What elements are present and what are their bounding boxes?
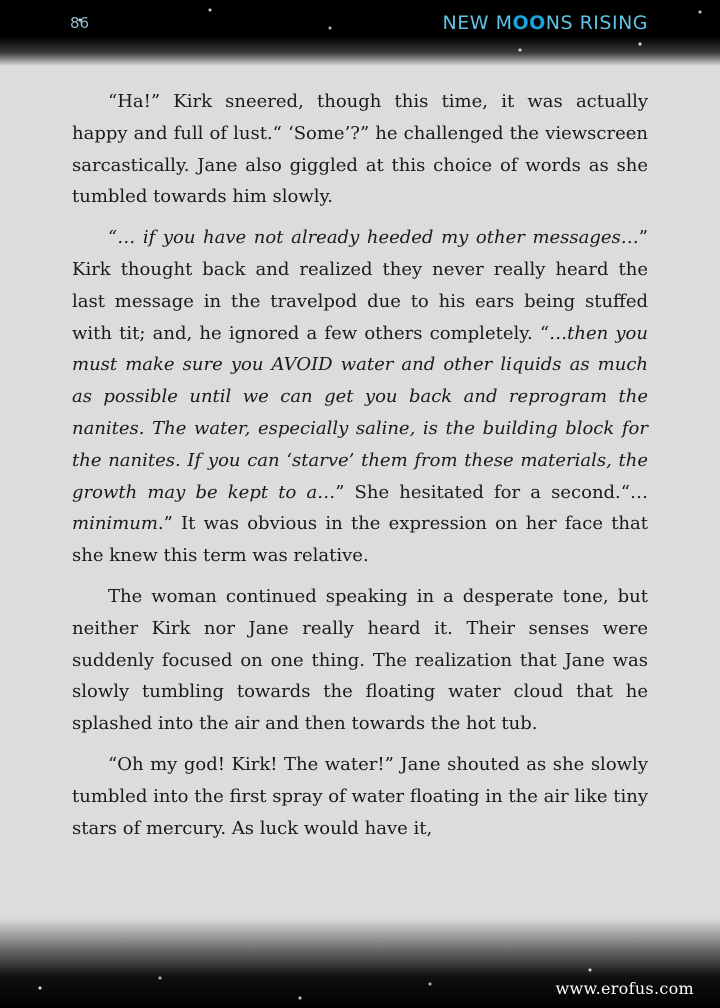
text-run-italic: “… if you have not already heeded my other messages… [108, 227, 639, 249]
text-run-italic: …minimum [72, 481, 648, 535]
text-run: The woman continued speaking in a desperate tone, but neither Kirk nor Jane really heard it. Their senses were suddenly focused on one thing. The realization that Jane was slowly tumbling towards the floating water cloud that he splashed into the air and then towards the hot tub. [72, 585, 648, 735]
page-header [0, 0, 720, 66]
running-title [443, 12, 648, 34]
text-run: “Ha!” Kirk sneered, though this time, it was actually happy and full of lust.“ ‘Some’?” he challenged the viewscreen sarcastically. Jane also giggled at this choice of words as she tumbled towards him slowly. [72, 91, 648, 208]
page-number: 86 [70, 14, 90, 32]
running-title-part: NEW M [442, 12, 513, 34]
paragraph [72, 86, 648, 213]
text-run: ” She hesitated for a second.“ [335, 481, 630, 503]
text-run: ” Kirk thought back and realized they never really heard the last message in the travelpod due to his ears being stuffed with tit; and, he ignored a few others completely. “ [72, 227, 648, 344]
text-run-italic: …then you must make sure you AVOID water and other liquids as much as possible until we can get you back and reprogram the nanites. The water, especially saline, is the building block for the nanites. If you can ‘starve’ them from these materials, the growth may be kept to a… [72, 322, 648, 503]
watermark: www.erofus.com [555, 979, 694, 998]
page-footer [0, 918, 720, 1008]
paragraph [72, 581, 648, 740]
body-text [72, 86, 648, 853]
text-run: “Oh my god! Kirk! The water!” Jane shouted as she slowly tumbled into the first spray of water floating in the air like tiny stars of mercury. As luck would have it, [72, 753, 648, 839]
text-run: .” It was obvious in the expression on her face that she knew this term was relative. [72, 513, 648, 567]
paragraph [72, 749, 648, 844]
running-title-logo-oo: OO [512, 12, 546, 34]
paragraph [72, 222, 648, 572]
running-title-part: NS RISING [545, 12, 648, 34]
